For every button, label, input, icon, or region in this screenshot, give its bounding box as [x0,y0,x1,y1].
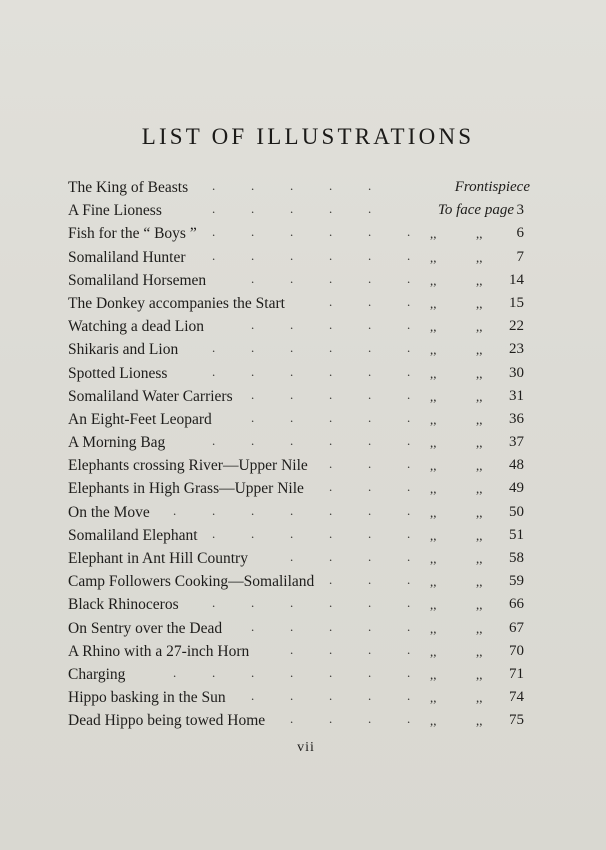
illustration-title: Shikaris and Lion [68,341,179,359]
page-number: 71 [509,665,524,682]
ditto-mark: ,, [476,458,483,474]
list-item [68,640,530,663]
list-item [68,501,530,524]
illustration-title: Black Rhinoceros [68,596,179,614]
ditto-mark: ,, [476,551,483,566]
illustration-title: Somaliland Elephant [68,526,198,544]
leader-dot: . [368,224,372,240]
list-item [68,385,530,408]
illustration-title: On Sentry over the Dead [68,619,223,637]
leader-dot: . [329,618,333,634]
ditto-mark: ,, [476,527,483,543]
illustration-title: Somaliland Hunter [68,248,186,266]
leader-dot: . [251,433,255,449]
leader-dot: . [368,641,372,657]
leader-dot: . [329,479,333,495]
list-item [68,547,530,570]
ditto-mark: ,, [476,643,483,659]
leader-dot: . [407,549,411,564]
leader-dot: . [173,664,177,680]
leader-dot: . [368,386,372,402]
list-item [68,199,530,222]
illustration-title: The Donkey accompanies the Start [68,294,285,312]
ditto-mark: ,, [476,435,483,451]
page-folio: vii [297,740,315,755]
page-number: 30 [509,364,524,381]
list-item [68,222,530,245]
illustration-title: Camp Followers Cooking—Somaliland [68,573,315,591]
leader-dot: . [368,433,372,449]
ditto-mark: ,, [430,574,437,590]
leader-dot: . [329,456,333,472]
leader-dot: . [407,456,411,472]
leader-dot: . [368,409,372,425]
page-number: 66 [509,596,524,613]
illustration-title: An Eight-Feet Leopard [68,410,212,428]
list-item [68,269,530,292]
leader-dot: . [290,711,294,727]
leader-dot: . [251,270,255,286]
illustration-title: Elephants crossing River—Upper Nile [68,457,308,475]
ditto-mark: ,, [430,504,437,520]
leader-dot: . [251,201,255,217]
ditto-mark: ,, [476,295,483,311]
leader-dot: . [290,409,294,425]
leader-dot: . [251,618,255,634]
leader-dot: . [368,479,372,495]
leader-dot: . [329,363,333,379]
leader-dot: . [407,409,411,425]
illustration-title: Fish for the “ Boys ” [68,225,197,243]
ditto-mark: ,, [430,458,437,474]
leader-dot: . [290,549,294,564]
leader-dot: . [251,595,255,611]
illustration-title: A Fine Lioness [68,202,162,220]
leader-dot: . [212,201,216,217]
leader-dot: . [368,201,372,217]
leader-dot: . [368,363,372,379]
ditto-mark: ,, [476,481,483,497]
leader-dot: . [290,178,294,193]
leader-dot: . [251,525,255,541]
list-item [68,709,530,732]
page-number: 36 [509,410,524,427]
leader-dot: . [212,664,216,680]
illustrations-list [68,176,530,733]
leader-dot: . [329,688,333,704]
illustration-title: Spotted Lioness [68,364,168,382]
leader-dot: . [368,502,372,518]
ditto-mark: ,, [476,388,483,404]
ditto-mark: ,, [430,435,437,451]
ditto-mark: ,, [430,666,437,682]
leader-dot: . [407,317,411,333]
ditto-mark: ,, [430,643,437,659]
list-item [68,246,530,269]
ditto-mark: ,, [476,666,483,682]
leader-dot: . [407,572,411,588]
page-number: 15 [509,294,524,311]
ditto-mark: ,, [430,295,437,311]
ditto-mark: ,, [430,690,437,706]
ditto-mark: ,, [430,411,437,427]
leader-dot: . [290,664,294,680]
leader-dot: . [329,664,333,680]
list-item [68,176,530,199]
leader-dot: . [407,525,411,541]
to-face-page-label: To face page [437,202,514,219]
leader-dot: . [251,502,255,518]
ditto-mark: ,, [476,504,483,520]
leader-dot: . [329,178,333,193]
leader-dot: . [329,270,333,286]
leader-dot: . [329,340,333,356]
ditto-mark: ,, [476,272,483,288]
ditto-mark: ,, [430,272,437,288]
leader-dot: . [212,363,216,379]
leader-dot: . [407,618,411,634]
ditto-mark: ,, [476,342,483,358]
list-item [68,617,530,640]
ditto-mark: ,, [430,342,437,358]
list-item [68,663,530,686]
list-item [68,454,530,477]
list-item [68,431,530,454]
ditto-mark: ,, [430,551,437,566]
leader-dot: . [251,340,255,356]
leader-dot: . [407,293,411,309]
leader-dot: . [368,270,372,286]
page-number: 22 [509,318,524,335]
page-number: 75 [509,712,524,729]
page-number: 58 [509,550,524,566]
leader-dot: . [368,711,372,727]
leader-dot: . [407,386,411,402]
leader-dot: . [290,224,294,240]
illustration-title: Somaliland Horsemen [68,271,207,289]
leader-dot: . [251,247,255,263]
ditto-mark: ,, [476,690,483,706]
frontispiece-label: Frontispiece [454,179,530,195]
leader-dot: . [212,247,216,263]
leader-dot: . [368,688,372,704]
page-number: 48 [509,457,524,474]
page-number: 74 [509,689,524,706]
leader-dot: . [368,549,372,564]
leader-dot: . [407,433,411,449]
leader-dot: . [329,386,333,402]
leader-dot: . [251,178,255,193]
ditto-mark: ,, [476,574,483,590]
illustration-title: A Rhino with a 27-inch Horn [68,642,250,660]
leader-dot: . [290,502,294,518]
leader-dot: . [290,618,294,634]
illustration-title: Elephants in High Grass—Upper Nile [68,480,304,498]
leader-dot: . [407,479,411,495]
illustration-title: Dead Hippo being towed Home [68,712,266,730]
leader-dot: . [212,595,216,611]
illustration-title: Elephant in Ant Hill Country [68,550,248,567]
leader-dot: . [290,641,294,657]
leader-dot: . [251,409,255,425]
leader-dot: . [329,317,333,333]
page-number: 6 [516,225,524,242]
leader-dot: . [290,247,294,263]
ditto-mark: ,, [430,226,437,242]
leader-dot: . [290,270,294,286]
ditto-mark: ,, [430,527,437,543]
leader-dot: . [407,247,411,263]
leader-dot: . [368,525,372,541]
leader-dot: . [368,293,372,309]
illustration-title: Watching a dead Lion [68,318,205,336]
leader-dot: . [407,224,411,240]
ditto-mark: ,, [476,597,483,613]
page-number: 70 [509,642,524,659]
list-item [68,408,530,431]
leader-dot: . [407,270,411,286]
leader-dot: . [407,664,411,680]
leader-dot: . [251,386,255,402]
ditto-mark: ,, [476,319,483,335]
leader-dot: . [173,502,177,518]
ditto-mark: ,, [430,481,437,497]
leader-dot: . [368,456,372,472]
leader-dot: . [368,247,372,263]
page-title: LIST OF ILLUSTRATIONS [141,124,475,149]
leader-dot: . [290,433,294,449]
leader-dot: . [212,502,216,518]
ditto-mark: ,, [476,713,483,729]
leader-dot: . [368,340,372,356]
leader-dot: . [251,363,255,379]
leader-dot: . [290,386,294,402]
ditto-mark: ,, [430,620,437,636]
page-number: 50 [509,503,524,520]
leader-dot: . [329,595,333,611]
leader-dot: . [212,178,216,193]
leader-dot: . [407,711,411,727]
illustration-title: Hippo basking in the Sun [68,689,226,707]
page-number: 14 [509,271,524,288]
list-item [68,477,530,500]
leader-dot: . [251,688,255,704]
leader-dot: . [368,178,372,193]
ditto-mark: ,, [476,249,483,265]
list-item [68,524,530,547]
page-number: 7 [516,248,524,265]
page-number: 67 [509,619,524,636]
list-item [68,315,530,338]
leader-dot: . [368,572,372,588]
leader-dot: . [407,688,411,704]
leader-dot: . [212,433,216,449]
list-item [68,292,530,315]
illustration-title: Charging [68,665,126,683]
leader-dot: . [212,525,216,541]
leader-dot: . [368,595,372,611]
illustration-title: The King of Beasts [68,179,189,196]
ditto-mark: ,, [430,713,437,729]
leader-dot: . [368,618,372,634]
leader-dot: . [329,525,333,541]
ditto-mark: ,, [476,226,483,242]
list-item [68,593,530,616]
illustration-title: On the Move [68,503,150,521]
leader-dot: . [407,595,411,611]
page-number: 31 [509,387,524,404]
list-item [68,362,530,385]
ditto-mark: ,, [476,411,483,427]
leader-dot: . [251,317,255,333]
leader-dot: . [407,363,411,379]
leader-dot: . [329,409,333,425]
leader-dot: . [329,433,333,449]
list-item [68,338,530,361]
page-number: 51 [509,526,524,543]
leader-dot: . [212,340,216,356]
page-number: 37 [509,434,524,451]
leader-dot: . [251,224,255,240]
ditto-mark: ,, [430,365,437,381]
leader-dot: . [329,572,333,588]
leader-dot: . [329,549,333,564]
list-item [68,570,530,593]
leader-dot: . [290,317,294,333]
page-number: 59 [509,573,524,590]
ditto-mark: ,, [430,597,437,613]
leader-dot: . [407,502,411,518]
ditto-mark: ,, [476,620,483,636]
leader-dot: . [368,317,372,333]
leader-dot: . [329,711,333,727]
leader-dot: . [329,201,333,217]
leader-dot: . [407,340,411,356]
leader-dot: . [290,688,294,704]
illustration-title: A Morning Bag [68,434,166,452]
leader-dot: . [290,201,294,217]
leader-dot: . [329,224,333,240]
ditto-mark: ,, [430,319,437,335]
ditto-mark: ,, [476,365,483,381]
ditto-mark: ,, [430,388,437,404]
list-item [68,686,530,709]
leader-dot: . [290,525,294,541]
leader-dot: . [290,363,294,379]
leader-dot: . [290,595,294,611]
leader-dot: . [329,293,333,309]
leader-dot: . [329,641,333,657]
illustration-title: Somaliland Water Carriers [68,387,233,405]
leader-dot: . [290,340,294,356]
leader-dot: . [329,502,333,518]
page-number: 3 [516,202,524,219]
page-number: 49 [509,480,524,497]
leader-dot: . [212,224,216,240]
leader-dot: . [251,664,255,680]
page-number: 23 [509,341,524,358]
leader-dot: . [368,664,372,680]
leader-dot: . [329,247,333,263]
leader-dot: . [407,641,411,657]
ditto-mark: ,, [430,249,437,265]
